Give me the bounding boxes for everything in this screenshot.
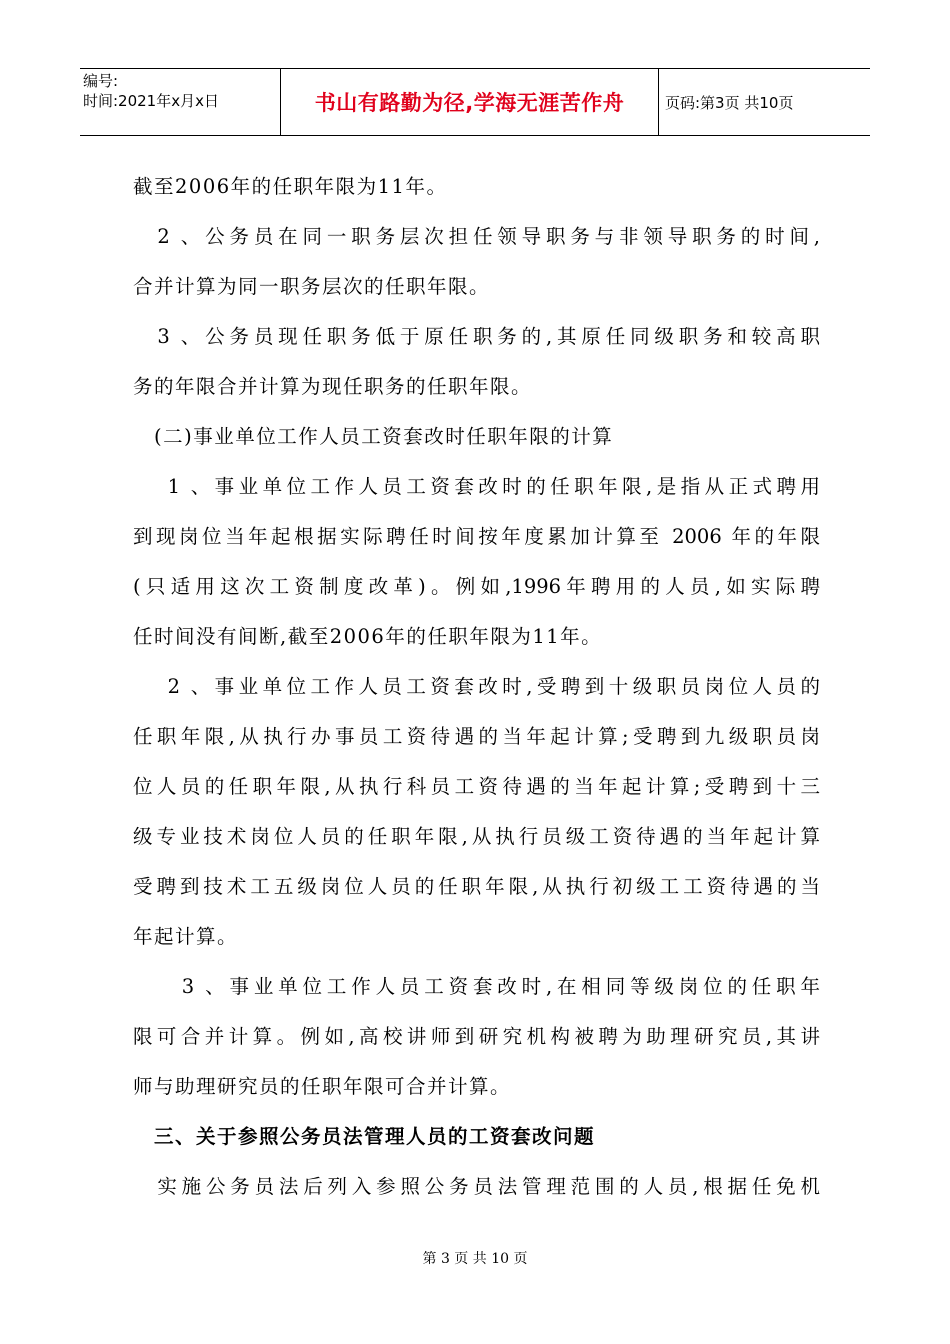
body-line: 3 、事业单位工作人员工资套改时,在相同等级岗位的任职年 (133, 975, 820, 998)
document-body (133, 162, 820, 1212)
body-line: 2 、事业单位工作人员工资套改时,受聘到十级职员岗位人员的 (133, 675, 820, 698)
header-meta (80, 69, 281, 135)
body-line: 师与助理研究员的任职年限可合并计算。 (133, 1075, 512, 1098)
body-line: 任时间没有间断,截至2006年的任职年限为11年。 (133, 625, 603, 648)
body-line: 实施公务员法后列入参照公务员法管理范围的人员,根据任免机 (133, 1175, 820, 1198)
section-heading-bold: 三、关于参照公务员法管理人员的工资套改问题 (133, 1125, 596, 1148)
body-line: 务的年限合并计算为现任职务的任职年限。 (133, 375, 533, 398)
body-line: 级专业技术岗位人员的任职年限,从执行员级工资待遇的当年起计算 (133, 825, 820, 848)
body-line: 年起计算。 (133, 925, 239, 948)
body-line: (只适用这次工资制度改革)。例如,1996年聘用的人员,如实际聘 (133, 575, 820, 598)
body-line: 任职年限,从执行办事员工资待遇的当年起计算;受聘到九级职员岗 (133, 725, 820, 748)
body-line: 受聘到技术工五级岗位人员的任职年限,从执行初级工工资待遇的当 (133, 875, 820, 898)
section-heading: (二)事业单位工作人员工资套改时任职年限的计算 (133, 425, 614, 448)
header-motto: 书山有路勤为径,学海无涯苦作舟 (281, 69, 659, 135)
header-page-number: 页码:第3页 共10页 (665, 93, 794, 112)
document-number-label: 编号: (83, 72, 119, 90)
body-line: 3 、公务员现任职务低于原任职务的,其原任同级职务和较高职 (133, 325, 820, 348)
body-line: 截至2006年的任职年限为11年。 (133, 175, 448, 198)
body-line: 2 、公务员在同一职务层次担任领导职务与非领导职务的时间, (133, 225, 820, 248)
body-line: 限可合并计算。例如,高校讲师到研究机构被聘为助理研究员,其讲 (133, 1025, 820, 1048)
page-footer: 第 3 页 共 10 页 (422, 1251, 528, 1267)
body-line: 到现岗位当年起根据实际聘任时间按年度累加计算至 2006 年的年限 (133, 525, 820, 548)
body-line: 位人员的任职年限,从执行科员工资待遇的当年起计算;受聘到十三 (133, 775, 820, 798)
page-header (80, 68, 870, 136)
document-date: 时间:2021年x月x日 (83, 92, 219, 110)
body-line: 合并计算为同一职务层次的任职年限。 (133, 275, 491, 298)
body-line: 1 、事业单位工作人员工资套改时的任职年限,是指从正式聘用 (133, 475, 820, 498)
